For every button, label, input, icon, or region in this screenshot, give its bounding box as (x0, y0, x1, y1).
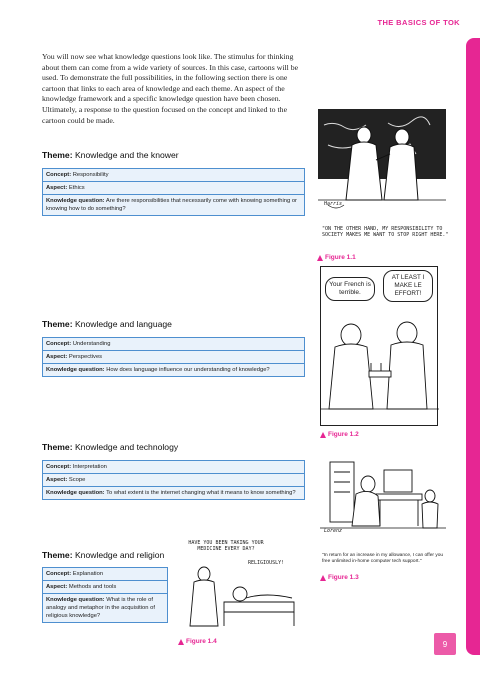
intro-paragraph: You will now see what knowledge questions look like. The stimulus for thinking about them can come from a wide variety of sources. In this case, cartoons will be used. To demonstrate the full possibilities, in the following section there is one cartoon that links to each area of knowledge and each theme. An aspect of the knowledge framework and a specific knowledge question have been chosen. Ultimately, a response to the question focused on the concept and linked to the cartoon could be made. (42, 52, 299, 125)
theme-name: Knowledge and religion (74, 550, 165, 560)
info-box-religion (42, 567, 168, 623)
theme-label: Theme: (42, 550, 73, 560)
figure-1-1-signature: Harris (324, 201, 343, 207)
concept-row: Concept: Understanding (43, 338, 304, 351)
theme-label: Theme: (42, 442, 73, 452)
figure-1-3-cartoon (320, 446, 446, 540)
theme-name: Knowledge and technology (74, 442, 179, 452)
figure-1-2-cartoon (320, 266, 438, 426)
kq-row: Knowledge question: To what extent is the internet changing what it means to know something? (43, 487, 304, 499)
figure-1-4-reply: RELIGIOUSLY! (248, 560, 285, 566)
speech-bubble-right: AT LEAST I MAKE LE EFFORT! (383, 270, 433, 302)
figure-1-1-caption: Figure 1.1 (317, 254, 356, 261)
theme-name: Knowledge and language (74, 319, 172, 329)
conversation-illustration (321, 267, 439, 427)
computer-tech-illustration (320, 446, 446, 540)
theme-heading-religion (42, 550, 164, 560)
theme-name: Knowledge and the knower (74, 150, 179, 160)
theme-heading-technology (42, 442, 178, 452)
page-number: 9 (434, 633, 456, 655)
triangle-icon (317, 255, 323, 261)
speech-bubble-left: Your French is terrible. (325, 277, 375, 301)
triangle-icon (320, 432, 326, 438)
aspect-row: Aspect: Ethics (43, 182, 304, 195)
figure-1-1-quote: "ON THE OTHER HAND, MY RESPONSIBILITY TO SOCIETY MAKES ME WANT TO STOP RIGHT HERE." (322, 226, 449, 239)
kq-row: Knowledge question: How does language influence our understanding of knowledge? (43, 364, 304, 376)
concept-row: Concept: Interpretation (43, 461, 304, 474)
figure-1-3-quote: "In return for an increase in my allowance, I can offer you free unlimited in-home computer tech support." (322, 553, 444, 565)
kq-row: Knowledge question: Are there responsibilities that necessarily come with knowing something or knowing how to do something? (43, 195, 304, 215)
figure-1-4-caption: Figure 1.4 (178, 638, 217, 645)
info-box-language (42, 337, 305, 377)
aspect-row: Aspect: Methods and tools (43, 581, 167, 594)
theme-heading-knower (42, 150, 179, 160)
hospital-bed-illustration (178, 540, 300, 632)
figure-1-3-signature: Lorenz (324, 528, 343, 534)
figure-1-3-caption: Figure 1.3 (320, 574, 359, 581)
info-box-technology (42, 460, 305, 500)
aspect-row: Aspect: Scope (43, 474, 304, 487)
theme-label: Theme: (42, 319, 73, 329)
triangle-icon (178, 639, 184, 645)
aspect-row: Aspect: Perspectives (43, 351, 304, 364)
figure-1-2-caption: Figure 1.2 (320, 431, 359, 438)
figure-1-4-speech: HAVE YOU BEEN TAKING YOUR MEDICINE EVERY DAY? (188, 540, 264, 552)
triangle-icon (320, 575, 326, 581)
edge-tab (466, 38, 480, 655)
kq-row: Knowledge question: What is the role of analogy and metaphor in the acquisition of religious knowledge? (43, 594, 167, 622)
page-header: THE BASICS OF TOK (377, 18, 460, 27)
concept-row: Concept: Explanation (43, 568, 167, 581)
concept-row: Concept: Responsibility (43, 169, 304, 182)
theme-label: Theme: (42, 150, 73, 160)
figure-1-1-cartoon (318, 105, 446, 223)
theme-heading-language (42, 319, 172, 329)
figure-1-4-cartoon (178, 540, 300, 632)
info-box-knower (42, 168, 305, 216)
